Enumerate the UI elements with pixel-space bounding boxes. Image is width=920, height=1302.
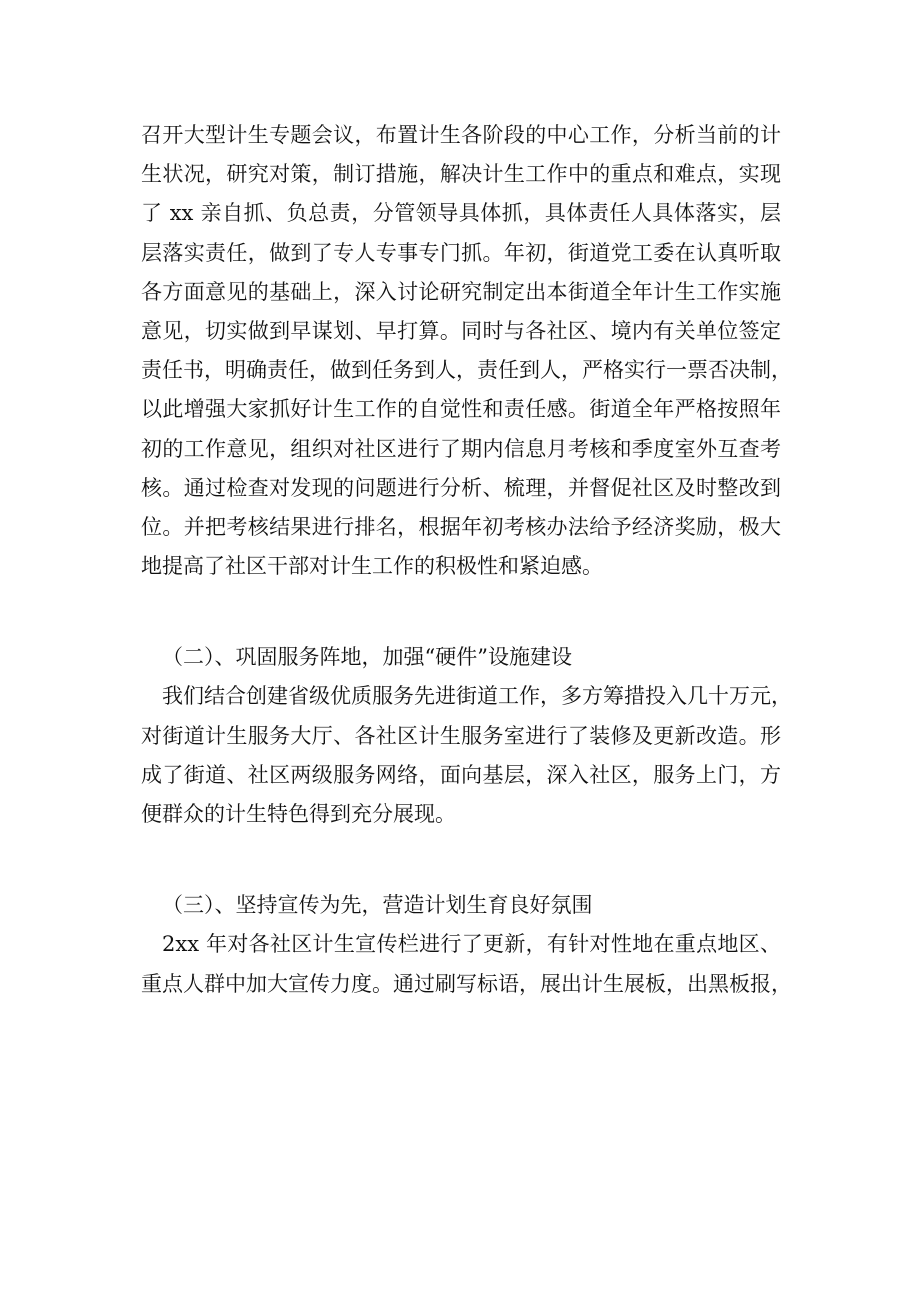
paragraph-line: 位。并把考核结果进行排名，根据年初考核办法给予经济奖励，极大 — [141, 514, 781, 539]
paragraph-1 — [141, 116, 792, 586]
paragraph-line: 我们结合创建省级优质服务先进街道工作，多方筹措投入几十万元， — [162, 684, 792, 709]
section-spacer — [141, 586, 781, 638]
paragraph-line: 对街道计生服务大厅、各社区计生服务室进行了装修及更新改造。形 — [141, 723, 781, 748]
section-heading-3: （三）、坚持宣传为先，营造计划生育良好氛围 — [162, 893, 593, 918]
paragraph-line: 核。通过检查对发现的问题进行分析、梳理，并督促社区及时整改到 — [141, 475, 781, 500]
paragraph-line: 便群众的计生特色得到充分展现。 — [141, 802, 456, 826]
paragraph-line: 责任书，明确责任，做到任务到人，责任到人，严格实行一票否决制， — [141, 358, 792, 383]
section-spacer — [141, 834, 781, 886]
paragraph-line: 各方面意见的基础上，深入讨论研究制定出本街道全年计生工作实施 — [141, 279, 781, 304]
paragraph-line: 召开大型计生专题会议，布置计生各阶段的中心工作，分析当前的计 — [141, 123, 781, 147]
paragraph-line: 层落实责任，做到了专人专事专门抓。年初，街道党工委在认真听取 — [141, 240, 781, 265]
paragraph-2 — [141, 677, 792, 834]
section-heading-2: （二）、巩固服务阵地，加强“硬件”设施建设 — [162, 645, 572, 670]
paragraph-line: 以此增强大家抓好计生工作的自觉性和责任感。街道全年严格按照年 — [141, 397, 781, 422]
document-body — [141, 116, 792, 1004]
paragraph-line: 成了街道、社区两级服务网络，面向基层，深入社区，服务上门，方 — [141, 762, 781, 787]
paragraph-line: 生状况，研究对策，制订措施，解决计生工作中的重点和难点，实现 — [141, 162, 781, 187]
paragraph-line: 地提高了社区干部对计生工作的积极性和紧迫感。 — [141, 554, 603, 579]
paragraph-line: 了 xx 亲自抓、负总责，分管领导具体抓，具体责任人具体落实，层 — [141, 201, 781, 226]
paragraph-line: 重点人群中加大宣传力度。通过刷写标语，展出计生展板，出黑板报， — [141, 971, 792, 996]
paragraph-line: 初的工作意见，组织对社区进行了期内信息月考核和季度室外互查考 — [141, 436, 781, 461]
paragraph-line: 2xx 年对各社区计生宣传栏进行了更新，有针对性地在重点地区、 — [162, 932, 781, 957]
paragraph-line: 意见，切实做到早谋划、早打算。同时与各社区、境内有关单位签定 — [141, 318, 781, 343]
paragraph-3 — [141, 925, 792, 1003]
